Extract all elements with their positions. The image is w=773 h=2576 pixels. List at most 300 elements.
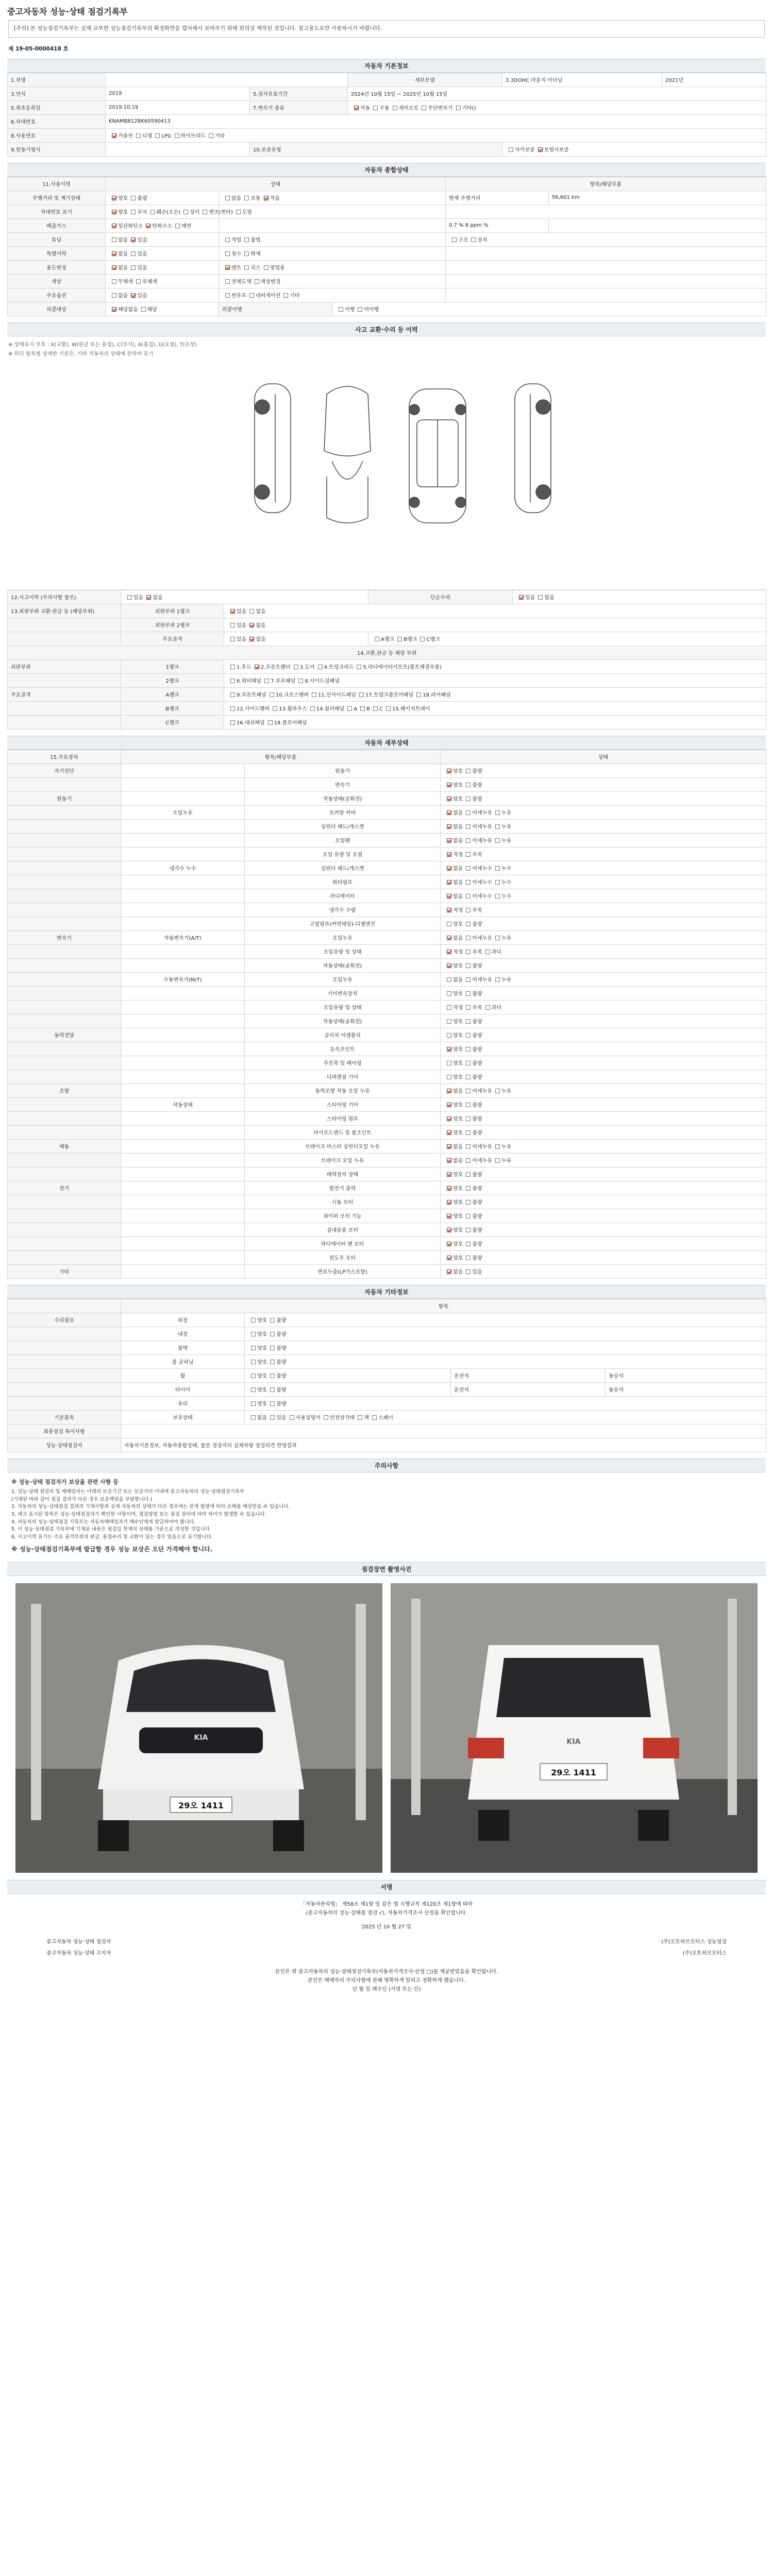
header: 항목/해당부품 bbox=[121, 750, 441, 764]
group-label bbox=[8, 1000, 121, 1014]
item-label: 동력조향 작동 오일 누유 bbox=[245, 1083, 441, 1097]
table-row bbox=[8, 1368, 766, 1382]
checkbox bbox=[112, 279, 116, 284]
checkbox bbox=[244, 265, 249, 270]
checkbox-label: 양호 bbox=[453, 769, 463, 775]
checkbox bbox=[150, 210, 155, 214]
checkbox-label: 없음 bbox=[453, 838, 463, 844]
group-label: 변속기 bbox=[8, 930, 121, 944]
option-cell bbox=[441, 791, 766, 805]
checkbox-label: 부족 bbox=[472, 852, 482, 858]
checkbox-label: 불량 bbox=[472, 1033, 482, 1039]
group-label: 동력전달 bbox=[8, 1028, 121, 1042]
option-cell bbox=[446, 232, 766, 246]
checkbox bbox=[495, 977, 500, 982]
group-label bbox=[8, 1382, 121, 1396]
checkbox-label: 불량 bbox=[472, 1242, 482, 1248]
group-label: 수리필요 bbox=[8, 1313, 121, 1327]
checkbox-label: 3.도어 bbox=[299, 665, 315, 671]
table-row bbox=[8, 1250, 766, 1264]
item-label: 내장 bbox=[121, 1327, 245, 1341]
row-label: 8.사용연료 bbox=[8, 128, 106, 142]
checkbox bbox=[146, 224, 150, 228]
row-label: 2랭크 bbox=[121, 673, 224, 687]
checkbox-label: 양호 bbox=[453, 1047, 463, 1053]
group-label bbox=[8, 1070, 121, 1083]
checkbox bbox=[359, 692, 364, 697]
checkbox bbox=[264, 196, 268, 200]
document-title: 중고자동차 성능·상태 점검기록부 bbox=[7, 7, 128, 16]
checkbox bbox=[447, 908, 451, 912]
checkbox bbox=[310, 706, 315, 711]
checkbox-label: 미세누수 bbox=[472, 880, 492, 886]
item-label: 실내송풍 모터 bbox=[245, 1223, 441, 1236]
checkbox-label: 있음 bbox=[472, 1269, 482, 1276]
table-row bbox=[8, 646, 766, 659]
checkbox bbox=[112, 224, 116, 228]
checkbox-label: 없음 bbox=[544, 595, 554, 601]
checkbox-label: 하이브리드 bbox=[180, 133, 206, 140]
checkbox-label: 있음 bbox=[237, 623, 247, 629]
group-label: 원동기 bbox=[8, 791, 121, 805]
option-cell bbox=[106, 302, 219, 316]
sub-label: 자동변속기(A/T) bbox=[121, 930, 245, 944]
checkbox bbox=[251, 1332, 256, 1336]
checkbox bbox=[225, 238, 230, 242]
checkbox-label: 누유 bbox=[501, 1089, 512, 1095]
checkbox-label: 기타 bbox=[214, 133, 225, 140]
checkbox bbox=[447, 922, 451, 926]
checkbox-label: 일산화탄소 bbox=[118, 224, 143, 230]
etc-table bbox=[7, 1299, 766, 1452]
checkbox-label: 수동 bbox=[379, 106, 390, 112]
option-cell bbox=[441, 889, 766, 903]
table-row bbox=[8, 1083, 766, 1097]
checkbox-label: 렌트 bbox=[231, 265, 242, 272]
checkbox bbox=[209, 133, 213, 138]
section-etc: 자동차 기타정보 bbox=[7, 1285, 766, 1299]
sub-label bbox=[121, 1181, 245, 1195]
checkbox-label: 부족 bbox=[472, 950, 482, 956]
checkbox-label: 양호 bbox=[453, 1242, 463, 1248]
checkbox bbox=[466, 852, 470, 857]
checkbox-label: 화재 bbox=[250, 251, 261, 258]
checkbox bbox=[318, 665, 323, 669]
option-cell bbox=[441, 1153, 766, 1167]
checkbox bbox=[136, 279, 141, 284]
checkbox bbox=[447, 963, 451, 968]
option-cell bbox=[441, 861, 766, 875]
option-cell bbox=[219, 205, 446, 218]
checkbox bbox=[456, 106, 461, 110]
item-label: 오일팬 bbox=[245, 833, 441, 847]
row-label: B랭크 bbox=[121, 701, 224, 715]
checkbox bbox=[447, 950, 451, 954]
option-cell bbox=[224, 632, 368, 646]
table-row bbox=[8, 1299, 766, 1313]
checkbox bbox=[538, 147, 543, 152]
checkbox-label: 침수 bbox=[231, 251, 242, 258]
checkbox-label: 불량 bbox=[472, 796, 482, 803]
checkbox bbox=[251, 1346, 256, 1350]
checkbox-label: 누유 bbox=[501, 936, 512, 942]
checkbox-label: 양호 bbox=[453, 1228, 463, 1234]
checkbox-label: 누유 bbox=[501, 1144, 512, 1150]
checkbox-label: 불량 bbox=[472, 1019, 482, 1025]
item-label: 타이로드엔드 및 볼조인트 bbox=[245, 1125, 441, 1139]
signature-block bbox=[5, 1894, 768, 2000]
sub-label bbox=[121, 1195, 245, 1209]
checkbox bbox=[270, 1346, 275, 1350]
sign-notifier-row: 중고자동차 성능·상태 고지자 (주)오토허브모터스 bbox=[46, 1951, 727, 1957]
table-row bbox=[8, 1070, 766, 1083]
checkbox-label: 탄화수소 bbox=[152, 224, 172, 230]
checkbox-label: 불량 bbox=[276, 1346, 287, 1352]
sign-line-3: 본인은 위 중고자동차의 성능·상태점검기록부(자동차가격조사·산정 □)를 제공받았음을 확인합니다. bbox=[275, 1969, 498, 1975]
checkbox bbox=[225, 196, 230, 200]
option-cell bbox=[441, 1070, 766, 1083]
checkbox bbox=[255, 665, 259, 669]
group-label bbox=[8, 1223, 121, 1236]
checkbox-label: 없음 bbox=[453, 936, 463, 942]
option-cell bbox=[245, 1410, 766, 1424]
option-cell bbox=[224, 659, 766, 673]
option-cell bbox=[441, 1042, 766, 1056]
checkbox-label: 양호 bbox=[257, 1360, 267, 1366]
checkbox bbox=[466, 991, 470, 996]
table-row bbox=[8, 260, 766, 274]
checkbox-label: 9.프론트패널 bbox=[237, 692, 266, 699]
checkbox-label: 미세누수 bbox=[472, 894, 492, 900]
table-row bbox=[8, 1438, 766, 1452]
table-row bbox=[8, 805, 766, 819]
checkbox-label: 없음 bbox=[453, 880, 463, 886]
row-label bbox=[8, 715, 121, 729]
checkbox bbox=[466, 977, 470, 982]
table-row bbox=[8, 590, 766, 604]
checkbox bbox=[393, 106, 397, 110]
table-row bbox=[8, 673, 766, 687]
option-cell bbox=[441, 1083, 766, 1097]
basic-info-table bbox=[7, 73, 766, 157]
checkbox bbox=[447, 1116, 451, 1121]
table-row bbox=[8, 274, 766, 288]
checkbox-label: 없음 bbox=[256, 637, 266, 643]
checkbox bbox=[466, 838, 470, 843]
item-label: 스티어링 기어 bbox=[245, 1097, 441, 1111]
checkbox bbox=[203, 210, 207, 214]
checkbox bbox=[447, 1061, 451, 1065]
sub-label bbox=[121, 819, 245, 833]
checkbox-label: 불량 bbox=[472, 1130, 482, 1137]
checkbox-label: 세미오토 bbox=[398, 106, 419, 112]
checkbox-label: 보통 bbox=[250, 196, 261, 202]
row-label: 외판부위 bbox=[8, 659, 121, 673]
checkbox-label: 이행 bbox=[345, 307, 355, 313]
checkbox-label: LPG bbox=[161, 133, 172, 140]
table-row bbox=[8, 791, 766, 805]
option-cell bbox=[441, 1181, 766, 1195]
table-row bbox=[8, 246, 766, 260]
option-cell bbox=[224, 673, 766, 687]
item-label: 브레이크 오일 누유 bbox=[245, 1153, 441, 1167]
table-row bbox=[8, 191, 766, 205]
checkbox bbox=[466, 1103, 470, 1107]
checkbox-label: 누수 bbox=[501, 894, 512, 900]
option-cell bbox=[224, 604, 766, 618]
checkbox-label: 없음 bbox=[153, 595, 163, 601]
sub-label: 작동상태 bbox=[121, 1097, 245, 1111]
checkbox bbox=[251, 1360, 256, 1364]
table-row bbox=[8, 819, 766, 833]
table-row bbox=[8, 632, 766, 646]
table-row bbox=[8, 1209, 766, 1223]
item-label: 브레이크 마스터 실린더오일 누유 bbox=[245, 1139, 441, 1153]
sub-label bbox=[121, 1236, 245, 1250]
checkbox bbox=[294, 665, 298, 669]
checkbox bbox=[495, 838, 500, 843]
checkbox-label: 해당없음 bbox=[118, 307, 138, 313]
checkbox bbox=[509, 147, 513, 152]
row-label: 튜닝 bbox=[8, 232, 106, 246]
checkbox-label: 안전삼각대 bbox=[329, 1415, 355, 1421]
checkbox-label: 없음 bbox=[453, 894, 463, 900]
checkbox-label: 16.대쉬패널 bbox=[237, 720, 265, 726]
checkbox bbox=[447, 852, 451, 857]
checkbox-label: 13.휠하우스 bbox=[279, 706, 307, 713]
checkbox bbox=[255, 279, 259, 284]
checkbox-label: 자가보증 bbox=[515, 147, 535, 154]
row-label: C랭크 bbox=[121, 715, 224, 729]
checkbox-label: 많음 bbox=[231, 196, 242, 202]
notes-emphasis: ※ 성능·상태점검기록부에 발급할 경우 성능 보상은 오단 가격해야 합니다. bbox=[11, 1545, 213, 1553]
plate-rear: 29오 1411 bbox=[551, 1768, 596, 1778]
checkbox bbox=[290, 1415, 294, 1420]
option-cell bbox=[441, 917, 766, 930]
checkbox bbox=[127, 595, 132, 600]
group-label bbox=[8, 847, 121, 861]
checkbox-label: 없음 bbox=[453, 1144, 463, 1150]
checkbox-label: 적정 bbox=[453, 908, 463, 914]
inspection-photo-front bbox=[15, 1583, 382, 1873]
checkbox bbox=[471, 238, 476, 242]
option-cell bbox=[441, 1125, 766, 1139]
item-label: 작동상태(공회전) bbox=[245, 791, 441, 805]
checkbox bbox=[495, 1089, 500, 1093]
item-label: 실린더 헤드/개스켓 bbox=[245, 819, 441, 833]
option-cell bbox=[513, 590, 766, 604]
checkbox-label: 불량 bbox=[472, 1186, 482, 1192]
checkbox bbox=[466, 1172, 470, 1177]
checkbox-label: 양호 bbox=[453, 922, 463, 928]
checkbox bbox=[466, 908, 470, 912]
sign-inspector-row: 중고자동차 성능·상태 점검자 (주)오토허브모터스 성능점검 bbox=[46, 1939, 727, 1945]
item-label: 기어변속장치 bbox=[245, 986, 441, 1000]
checkbox-label: 양호 bbox=[453, 1214, 463, 1220]
checkbox-label: 누유 bbox=[501, 824, 512, 831]
checkbox-label: 불량 bbox=[472, 1200, 482, 1206]
checkbox-label: 10.크로스멤버 bbox=[275, 692, 309, 699]
checkbox-label: 없음 bbox=[453, 824, 463, 831]
sub-label bbox=[121, 875, 245, 889]
checkbox-label: 적정 bbox=[453, 1005, 463, 1011]
group-label bbox=[8, 1341, 121, 1354]
item-label: 타이어 bbox=[121, 1382, 245, 1396]
row-label: 1랭크 bbox=[121, 659, 224, 673]
table-row bbox=[8, 1396, 766, 1410]
notes-heading: ※ 성능·상태 점검자가 보상을 관련 사항 등 bbox=[11, 1478, 119, 1485]
checkbox-label: 미세누유 bbox=[472, 1158, 492, 1164]
item-label: 라디에이터 bbox=[245, 889, 441, 903]
option-cell bbox=[106, 191, 219, 205]
option-cell bbox=[441, 958, 766, 972]
checkbox bbox=[466, 894, 470, 899]
checkbox bbox=[447, 769, 451, 773]
sub-label bbox=[121, 944, 245, 958]
checkbox bbox=[466, 1061, 470, 1065]
checkbox-label: 양호 bbox=[453, 1186, 463, 1192]
plate-front: 29오 1411 bbox=[178, 1801, 224, 1811]
table-row bbox=[8, 847, 766, 861]
sub-label bbox=[121, 1000, 245, 1014]
option-cell bbox=[441, 833, 766, 847]
section-signature: 서명 bbox=[7, 1880, 766, 1894]
checkbox-label: 기타 bbox=[290, 293, 300, 299]
checkbox bbox=[447, 1172, 451, 1177]
option-cell bbox=[441, 1014, 766, 1028]
option-cell bbox=[502, 142, 766, 156]
checkbox bbox=[466, 1075, 470, 1079]
sub-label bbox=[121, 1083, 245, 1097]
checkbox bbox=[251, 1387, 256, 1392]
checkbox bbox=[283, 293, 288, 298]
item-label: 고압펌프(커먼레일)-디젤엔진 bbox=[245, 917, 441, 930]
checkbox bbox=[466, 1116, 470, 1121]
checkbox-label: 양호 bbox=[453, 1172, 463, 1178]
car-diagram bbox=[7, 363, 766, 590]
table-row bbox=[8, 701, 766, 715]
option-cell bbox=[224, 701, 766, 715]
checkbox-label: 양호 bbox=[453, 963, 463, 970]
checkbox-label: B bbox=[366, 706, 371, 713]
option-cell bbox=[441, 972, 766, 986]
item-label: 시동 모터 bbox=[245, 1195, 441, 1209]
checkbox-label: 색상변경 bbox=[260, 279, 281, 285]
checkbox-label: 불량 bbox=[276, 1401, 287, 1408]
option-cell bbox=[245, 1368, 451, 1382]
checkbox-label: 8.사이드실패널 bbox=[305, 679, 340, 685]
row-label: 차대번호 표기 bbox=[8, 205, 106, 218]
table-row bbox=[8, 833, 766, 847]
option-cell bbox=[245, 1354, 766, 1368]
sub-label bbox=[121, 1070, 245, 1083]
checkbox bbox=[347, 706, 352, 711]
intro-notice: [주의] 본 성능점검기록부는 실제 교부한 성능점검기록부의 확정화면을 캡처해서 보여주기 위해 편의상 제작된 것입니다. 참고용도로만 사용하시기 바랍니다. bbox=[8, 20, 765, 38]
checkbox bbox=[372, 1415, 377, 1420]
checkbox-label: 없음 bbox=[453, 977, 463, 984]
checkbox bbox=[183, 210, 188, 214]
table-row bbox=[8, 1028, 766, 1042]
checkbox bbox=[373, 706, 378, 711]
damage-table bbox=[7, 590, 766, 730]
checkbox-label: 구조 bbox=[458, 238, 468, 244]
row-label bbox=[8, 673, 121, 687]
sub-label bbox=[121, 1028, 245, 1042]
option-cell bbox=[106, 232, 219, 246]
item-label: 로커암 커버 bbox=[245, 805, 441, 819]
checkbox-label: 보험사보증 bbox=[544, 147, 569, 154]
checkbox-label: 양호 bbox=[453, 1075, 463, 1081]
checkbox bbox=[251, 1401, 256, 1406]
checkbox bbox=[466, 783, 470, 787]
sub-label bbox=[121, 986, 245, 1000]
side-label: 동승석 bbox=[606, 1382, 766, 1396]
table-row bbox=[8, 715, 766, 729]
row-label: 용도변경 bbox=[8, 260, 106, 274]
checkbox bbox=[538, 595, 543, 600]
cell: 2021년 bbox=[662, 73, 766, 87]
item-label: 휠 bbox=[121, 1368, 245, 1382]
checkbox-label: 누유 bbox=[501, 838, 512, 844]
checkbox-label: 자동 bbox=[360, 106, 371, 112]
option-cell bbox=[441, 777, 766, 791]
checkbox-label: 양호 bbox=[453, 1033, 463, 1039]
group-label bbox=[8, 1167, 121, 1181]
checkbox bbox=[447, 1256, 451, 1260]
checkbox bbox=[466, 880, 470, 885]
checkbox-label: 없음 bbox=[118, 238, 128, 244]
option-cell bbox=[245, 1341, 766, 1354]
checkbox bbox=[270, 692, 274, 697]
checkbox-label: 불량 bbox=[472, 783, 482, 789]
group-label: 기본품목 bbox=[8, 1410, 121, 1424]
checkbox bbox=[495, 824, 500, 829]
table-row bbox=[8, 1042, 766, 1056]
checkbox-label: 18.리어패널 bbox=[423, 692, 451, 699]
checkbox bbox=[466, 866, 470, 871]
option-cell bbox=[441, 805, 766, 819]
checkbox bbox=[264, 679, 269, 683]
sub-label bbox=[121, 889, 245, 903]
table-row bbox=[8, 903, 766, 917]
checkbox bbox=[270, 1360, 275, 1364]
group-label bbox=[8, 1153, 121, 1167]
header: 14.교환,판금 등 해당 부위 bbox=[8, 646, 766, 659]
section-photos: 점검장면 촬영사진 bbox=[7, 1562, 766, 1576]
checkbox-label: 1.후드 bbox=[237, 665, 251, 671]
sign-line-2: (중고자동차의 성능·상태를 점검 √), 자동차가격조사 산정을 확인합니다. bbox=[306, 1910, 467, 1917]
option-cell bbox=[106, 288, 219, 302]
checkbox-label: 없음 bbox=[453, 866, 463, 872]
sub-label bbox=[121, 847, 245, 861]
option-cell bbox=[348, 100, 766, 114]
table-row bbox=[8, 958, 766, 972]
option-cell bbox=[219, 218, 446, 232]
car-front-photo bbox=[15, 1583, 382, 1873]
item-label: 와이퍼 모터 기능 bbox=[245, 1209, 441, 1223]
option-cell bbox=[106, 218, 219, 232]
sub-label bbox=[121, 903, 245, 917]
checkbox-label: 썬루프 bbox=[231, 293, 246, 299]
checkbox bbox=[354, 106, 359, 110]
sub-label bbox=[121, 1056, 245, 1070]
table-row bbox=[8, 1264, 766, 1278]
checkbox-label: 없음 bbox=[256, 609, 266, 615]
row-label: 성능·상태점검자 bbox=[8, 1438, 121, 1452]
group-label bbox=[8, 1396, 121, 1410]
note-line: 6. 사고이력 표기는 주요 골격부위의 판금, 용접수리 및 교환이 있는 경우 있음으로 표기합니다. bbox=[11, 1534, 213, 1540]
table-row bbox=[8, 128, 766, 142]
